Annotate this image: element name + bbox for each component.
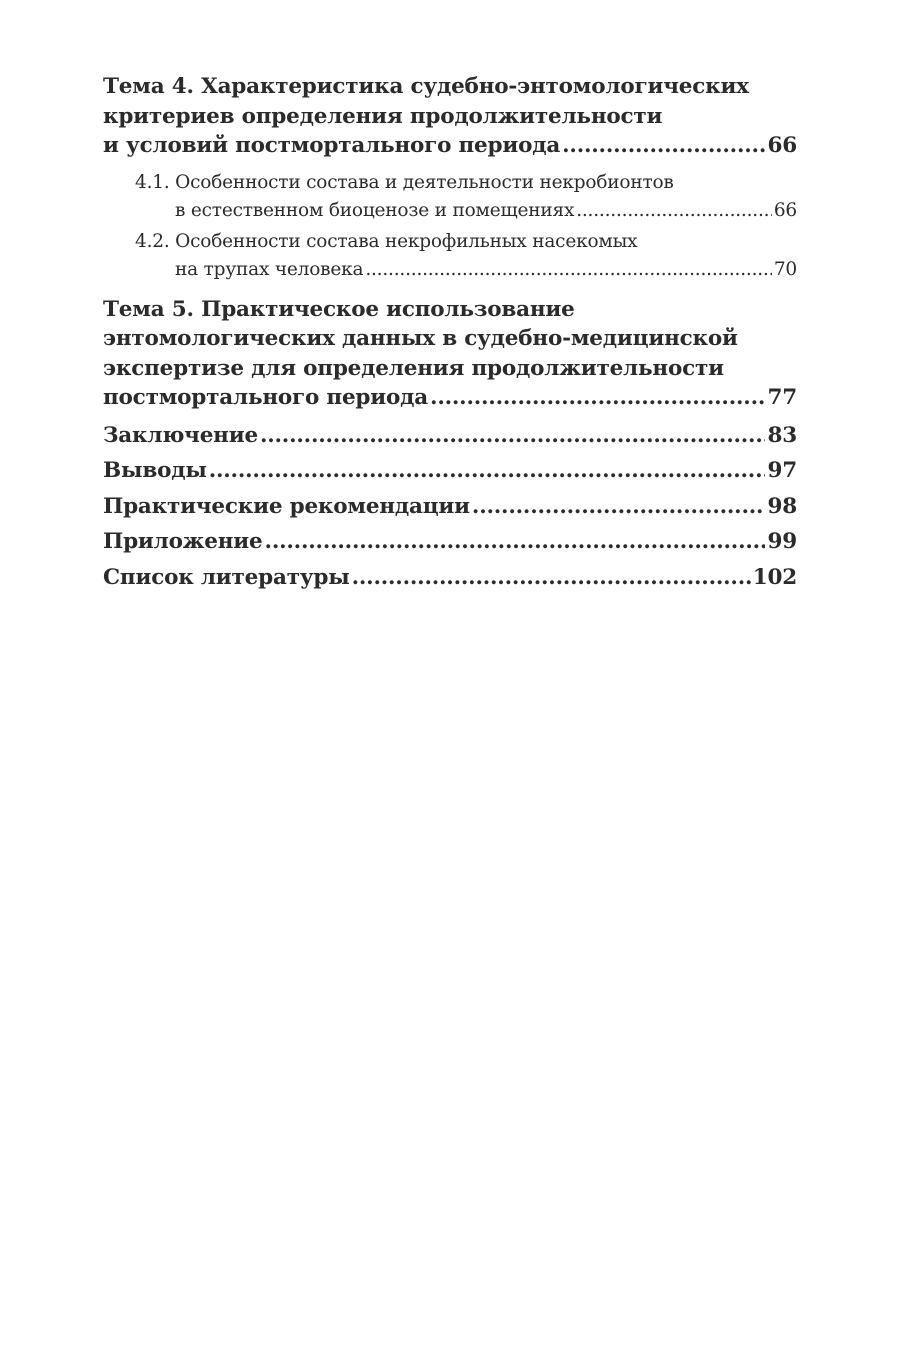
toc-entry-title-line: Тема 5. Практическое использование xyxy=(103,296,575,322)
toc-entry-title: Выводы xyxy=(103,458,207,483)
toc-entry-title: Список литературы xyxy=(103,564,350,590)
toc-entry-findings[interactable] xyxy=(103,456,797,486)
dot-leader xyxy=(265,527,766,557)
dot-leader xyxy=(430,383,765,413)
toc-subentry-title-line: в естественном биоценозе и помещениях xyxy=(175,200,575,221)
dot-leader xyxy=(352,563,751,593)
toc-subentry-4-2[interactable] xyxy=(103,228,797,285)
page-number: 98 xyxy=(767,493,797,519)
toc-entry-leader-line xyxy=(103,131,797,161)
toc-entry-title: Приложение xyxy=(103,529,263,554)
toc-entry-recommendations[interactable] xyxy=(103,492,797,522)
toc-entry-leader-line xyxy=(103,383,797,413)
dot-leader xyxy=(365,256,772,285)
page-number: 97 xyxy=(767,458,797,483)
toc-entry-title-line: энтомологических данных в судебно-медицинской xyxy=(103,326,738,351)
toc-subentry-leader-line xyxy=(103,256,797,285)
toc-subentry-leader-line xyxy=(103,197,797,226)
toc-entry-references[interactable] xyxy=(103,563,797,593)
toc-subentry-4-1[interactable] xyxy=(103,169,797,226)
toc-entry-title-line: Тема 4. Характеристика судебно-энтомологических xyxy=(103,74,749,99)
dot-leader xyxy=(260,421,766,451)
table-of-contents xyxy=(103,72,797,592)
page-number: 66 xyxy=(767,133,797,158)
toc-entry-title-line: экспертизе для определения продолжительности xyxy=(103,355,724,381)
dot-leader xyxy=(576,197,772,226)
toc-entry-topic-4[interactable] xyxy=(103,72,797,161)
dot-leader xyxy=(472,492,766,522)
toc-entry-topic-5[interactable] xyxy=(103,295,797,413)
page-number: 102 xyxy=(752,564,797,590)
toc-entry-title-line: постмортального периода xyxy=(103,385,429,410)
toc-subentry-title-line: 4.2. Особенности состава некрофильных насекомых xyxy=(135,230,638,252)
toc-entry-title-line: критериев определения продолжительности xyxy=(103,103,663,129)
dot-leader xyxy=(562,131,765,161)
toc-entry-title-line: и условий постмортального периода xyxy=(103,133,561,158)
page-number: 77 xyxy=(767,385,797,410)
toc-entry-title: Заключение xyxy=(103,422,258,448)
toc-entry-appendix[interactable] xyxy=(103,527,797,557)
toc-entry-conclusion[interactable] xyxy=(103,421,797,451)
toc-subentry-title-line: на трупах человека xyxy=(175,259,364,280)
page-number: 70 xyxy=(773,259,797,280)
dot-leader xyxy=(209,456,766,486)
page-number: 66 xyxy=(773,200,797,221)
page-number: 99 xyxy=(767,529,797,554)
page-number: 83 xyxy=(767,422,797,448)
toc-entry-title: Практические рекомендации xyxy=(103,493,470,519)
toc-subentry-title-line: 4.1. Особенности состава и деятельности некробионтов xyxy=(135,171,674,193)
